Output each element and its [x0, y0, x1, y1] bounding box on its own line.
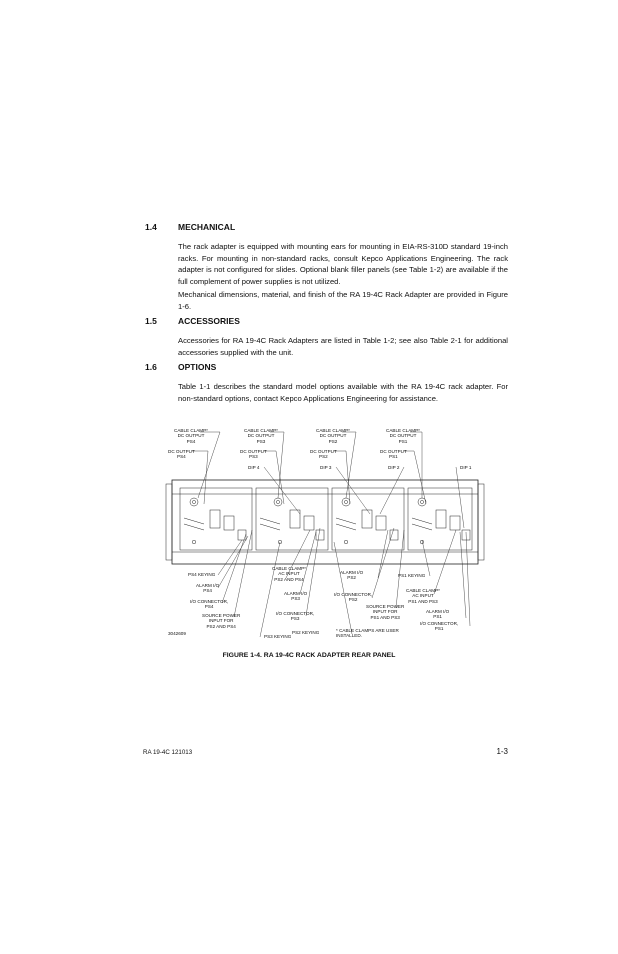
callout-label: CABLE CLAMP* DC OUTPUT PS2 [316, 428, 350, 444]
callout-label: CABLE CLAMP* DC OUTPUT PS4 [174, 428, 208, 444]
callout-label: PS2 KEYING [292, 630, 320, 635]
callout-label: PS1 KEYING [398, 573, 426, 578]
callout-label: SOURCE POWER INPUT FOR PS1 AND PS3 [366, 604, 405, 620]
callout-label: DC OUTPUT PS4 [168, 449, 195, 460]
paragraph: Mechanical dimensions, material, and finish of the RA 19-4C Rack Adapter are provided in Figure 1-6. [178, 290, 508, 311]
callout-label: PS3 KEYING [264, 634, 292, 639]
note-label: * CABLE CLAMPS ARE USER INSTALLED. [336, 628, 399, 639]
callout-label: PS4 KEYING [188, 572, 216, 577]
page-number: 1-3 [496, 747, 508, 756]
rack-panel-outline [172, 480, 478, 564]
callout-label: SOURCE POWER INPUT FOR PS2 AND PS4 [202, 613, 241, 629]
callout-label: CABLE CLAMP* DC OUTPUT PS3 [244, 428, 278, 444]
supply-bay-ps2 [332, 488, 404, 550]
callout-label: ALARM I/O PS3 [284, 591, 308, 602]
paragraph: Table 1-1 describes the standard model options available with the RA 19-4C rack adapter. For non-standard options, contact Kepco Applications Engineering for assistance. [178, 382, 508, 403]
callout-label: I/O CONNECTOR, PS1 [420, 621, 459, 632]
callout-label: I/O CONNECTOR, PS4 [190, 599, 229, 610]
right-mounting-ear [478, 484, 484, 560]
rack-adapter-figure [160, 418, 490, 643]
callout-label: ALARM I/O PS2 [340, 570, 364, 581]
supply-bay-ps1 [408, 488, 472, 550]
paragraph: The rack adapter is equipped with mounting ears for mounting in EIA-RS-310D standard 19-inch racks. For mounting in non-standard racks, consult Kepco Applications Engineering. The rack adapter is not configured for slides. Optional blank filler panels (see Table 1-2) are available if the full complement of power supplies is not utilized. [178, 242, 508, 286]
figure-caption: FIGURE 1-4. RA 19-4C RACK ADAPTER REAR PANEL [222, 652, 396, 659]
callout-label: DC OUTPUT PS1 [380, 449, 407, 460]
callout-label: DC OUTPUT PS3 [240, 449, 267, 460]
section-title: ACCESSORIES [178, 316, 240, 326]
callout-label: ALARM I/O PS1 [426, 609, 450, 620]
callout-label: DC OUTPUT PS2 [310, 449, 337, 460]
supply-bay-ps3 [256, 488, 328, 550]
section-number: 1.6 [145, 362, 157, 372]
section-number: 1.4 [145, 222, 157, 232]
callout-label: I/O CONNECTOR, PS3 [276, 611, 315, 622]
section-title: OPTIONS [178, 362, 217, 372]
left-mounting-ear [166, 484, 172, 560]
callout-label: ALARM I/O PS4 [196, 583, 220, 594]
callout-label: DIP 3 [320, 465, 332, 470]
callout-label: DIP 1 [460, 465, 472, 470]
section-title: MECHANICAL [178, 222, 236, 232]
callout-label: CABLE CLAMP* AC INPUT PS1 AND PS3 [406, 588, 440, 604]
drawing-number: 3042609 [168, 631, 186, 636]
section-number: 1.5 [145, 316, 157, 326]
callout-label: DIP 4 [248, 465, 260, 470]
supply-bay-ps4 [180, 488, 252, 550]
callout-label: CABLE CLAMP* DC OUTPUT PS1 [386, 428, 420, 444]
callout-label: I/O CONNECTOR, PS2 [334, 592, 373, 603]
callout-label: DIP 2 [388, 465, 400, 470]
paragraph: Accessories for RA 19-4C Rack Adapters are listed in Table 1-2; see also Table 2-1 for additional accessories supplied with the unit. [178, 336, 508, 357]
callout-label: CABLE CLAMP* AC INPUT PS2 AND PS4 [272, 566, 306, 582]
document-id: RA 19-4C 121013 [143, 749, 193, 756]
